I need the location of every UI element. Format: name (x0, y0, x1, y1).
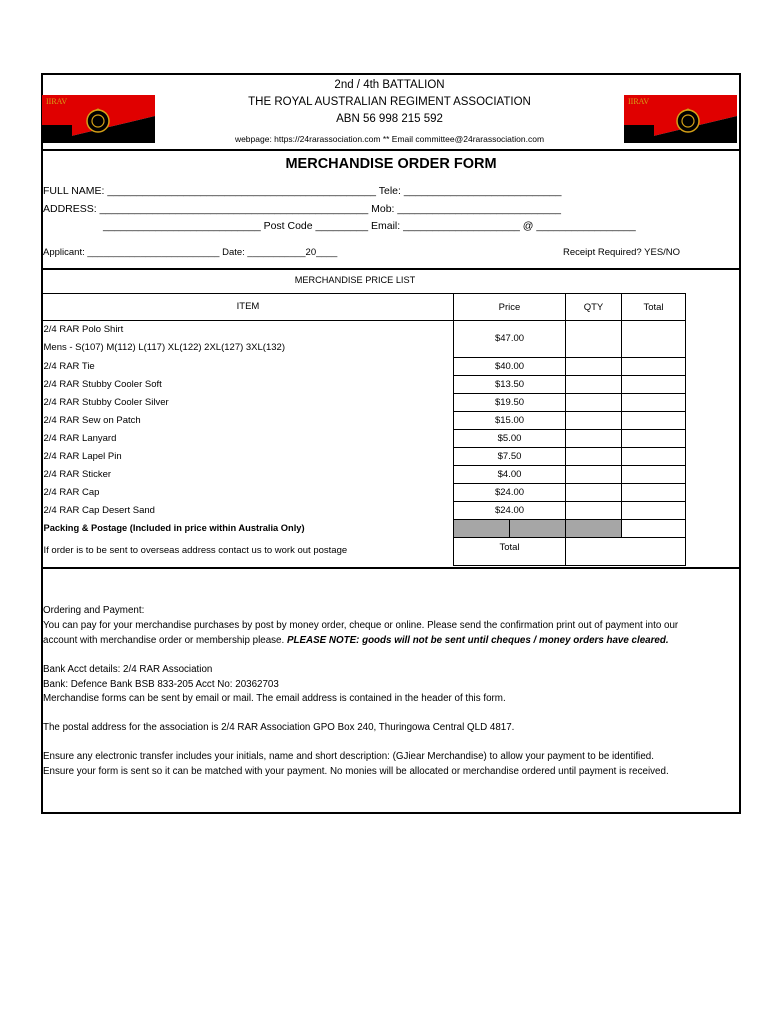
item-polo-sizes: Mens - S(107) M(112) L(117) XL(122) 2XL(127) 3XL(132) (43, 342, 285, 353)
total-cell[interactable] (622, 393, 686, 411)
price-list-heading: MERCHANDISE PRICE LIST (294, 275, 416, 285)
total-cell[interactable] (622, 357, 686, 375)
postal-address: The postal address for the association is 2/4 RAR Association GPO Box 240, Thuringowa Central QLD 4817. (43, 722, 515, 733)
packing-shaded-price (454, 519, 566, 537)
item-name: 2/4 RAR Stubby Cooler Soft (43, 378, 162, 390)
packing-total-cell[interactable] (622, 519, 686, 537)
payment-paragraph-line2 (43, 635, 669, 646)
total-cell[interactable] (622, 465, 686, 483)
total-cell[interactable] (622, 429, 686, 447)
qty-cell[interactable] (566, 393, 622, 411)
table-row (43, 501, 686, 519)
item-polo (43, 321, 454, 358)
transfer-instructions: Ensure any electronic transfer includes your initials, name and short description: (GJiear Merchandise) to allow your payment to be identified. (43, 751, 654, 762)
table-row (43, 465, 686, 483)
total-label: Total (454, 537, 566, 565)
table-row (43, 321, 686, 358)
col-qty: QTY (566, 294, 622, 321)
price-table-header (43, 294, 686, 321)
item-price: $19.50 (454, 393, 566, 411)
total-cell[interactable] (622, 447, 686, 465)
header-divider (41, 149, 741, 151)
item-name: 2/4 RAR Lanyard (43, 432, 117, 444)
col-price: Price (454, 294, 566, 321)
payment-heading: Ordering and Payment: (43, 605, 145, 616)
receipt-required[interactable]: Receipt Required? YES/NO (563, 247, 681, 258)
item-price: $24.00 (454, 483, 566, 501)
qty-cell[interactable] (566, 375, 622, 393)
table-row (43, 375, 686, 393)
item-price: $15.00 (454, 411, 566, 429)
full-name-field[interactable]: FULL NAME: ______________________________________________ Tele: ___________________________ (43, 185, 562, 197)
item-price: $40.00 (454, 357, 566, 375)
table-row (43, 483, 686, 501)
form-title: MERCHANDISE ORDER FORM (285, 156, 497, 172)
qty-cell[interactable] (566, 501, 622, 519)
payment-note: PLEASE NOTE: goods will not be sent until cheques / money orders have cleared. (286, 635, 669, 646)
flag-text-left: IIRAV (46, 97, 68, 106)
qty-cell[interactable] (566, 447, 622, 465)
overseas-note: If order is to be sent to overseas address contact us to work out postage (43, 545, 348, 556)
item-polo-name: 2/4 RAR Polo Shirt (43, 324, 124, 335)
qty-cell[interactable] (566, 483, 622, 501)
payment-paragraph-text: account with merchandise order or membership please. (43, 635, 285, 646)
qty-cell[interactable] (566, 357, 622, 375)
applicant-date-field[interactable]: Applicant: _________________________ Date: ___________20____ (43, 247, 338, 258)
item-name: 2/4 RAR Sew on Patch (43, 414, 141, 426)
total-cell[interactable] (622, 411, 686, 429)
total-row (43, 537, 686, 565)
forms-delivery-note: Merchandise forms can be sent by email or mail. The email address is contained in the header of this form. (43, 693, 506, 704)
form-divider (41, 268, 741, 270)
price-table (42, 293, 686, 566)
bank-account-details: Bank Acct details: 2/4 RAR Association (43, 664, 213, 675)
item-name: 2/4 RAR Sticker (43, 468, 112, 480)
item-name: 2/4 RAR Tie (43, 360, 95, 372)
item-price: $7.50 (454, 447, 566, 465)
total-cell[interactable] (622, 501, 686, 519)
item-name: 2/4 RAR Stubby Cooler Silver (43, 396, 169, 408)
regiment-flag-right (624, 95, 737, 143)
total-cell[interactable] (622, 321, 686, 358)
item-name: 2/4 RAR Lapel Pin (43, 450, 122, 462)
table-row (43, 393, 686, 411)
item-name: 2/4 RAR Cap Desert Sand (43, 504, 155, 516)
regiment-flag-left (42, 95, 155, 143)
address-field[interactable]: ADDRESS: ______________________________________________ Mob: ____________________________ (43, 203, 561, 215)
item-price: $4.00 (454, 465, 566, 483)
table-row (43, 357, 686, 375)
grand-total-cell[interactable] (566, 537, 686, 565)
col-item: ITEM (43, 294, 454, 321)
matching-instructions: Ensure your form is sent so it can be matched with your payment. No monies will be allocated or merchandise ordered until payment is received. (43, 766, 669, 777)
qty-cell[interactable] (566, 411, 622, 429)
header-battalion: 2nd / 4th BATTALION (334, 79, 445, 91)
packing-row (43, 519, 686, 537)
price-list-divider (41, 567, 741, 569)
flag-text-right: IIRAV (628, 97, 650, 106)
header-contact: webpage: https://24rarassociation.com ** Email committee@24rarassociation.com (234, 134, 545, 144)
total-cell[interactable] (622, 483, 686, 501)
qty-cell[interactable] (566, 321, 622, 358)
payment-paragraph-line1: You can pay for your merchandise purchases by post by money order, cheque or online. Please send the confirmation print out of payment into our (43, 620, 679, 631)
item-price: $5.00 (454, 429, 566, 447)
postcode-email-field[interactable]: ___________________________ Post Code _________ Email: ____________________ @ _________________ (103, 220, 636, 232)
total-cell[interactable] (622, 375, 686, 393)
bank-details: Bank: Defence Bank BSB 833-205 Acct No: 20362703 (43, 679, 279, 690)
table-row (43, 447, 686, 465)
qty-cell[interactable] (566, 429, 622, 447)
table-row (43, 429, 686, 447)
table-row (43, 411, 686, 429)
item-price: $47.00 (454, 321, 566, 358)
item-price: $24.00 (454, 501, 566, 519)
item-name: 2/4 RAR Cap (43, 486, 100, 498)
qty-cell[interactable] (566, 465, 622, 483)
header-association: THE ROYAL AUSTRALIAN REGIMENT ASSOCIATION (248, 96, 531, 108)
packing-shaded-qty (566, 519, 622, 537)
item-price: $13.50 (454, 375, 566, 393)
packing-label: Packing & Postage (Included in price within Australia Only) (43, 522, 305, 533)
col-total: Total (622, 294, 686, 321)
header-abn: ABN 56 998 215 592 (336, 113, 443, 125)
